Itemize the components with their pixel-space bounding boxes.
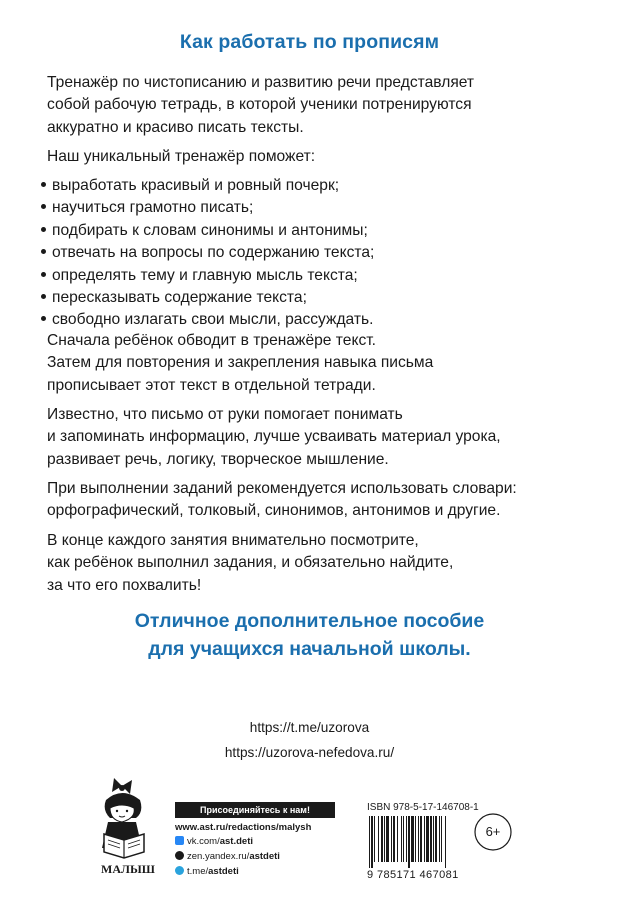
social-prefix: vk.com/ — [187, 836, 220, 847]
barcode-bar — [391, 816, 392, 862]
publisher-site-link[interactable]: www.ast.ru/redactions/malysh — [175, 822, 312, 833]
barcode-bar — [408, 816, 410, 868]
barcode-bar — [369, 816, 370, 868]
paragraph-fourth — [47, 530, 597, 597]
paragraph-line: за что его похвалить! — [47, 576, 202, 594]
social-link-zen[interactable] — [175, 851, 335, 863]
barcode-bar — [381, 816, 383, 862]
list-item-text: подбирать к словам синонимы и антонимы; — [52, 221, 368, 239]
barcode-bar — [441, 816, 442, 862]
zen-icon — [175, 851, 184, 860]
social-handle: ast.deti — [219, 836, 253, 847]
paragraph-line: Сначала ребёнок обводит в тренажёре текст. — [47, 332, 376, 349]
social-handle: astdeti — [208, 866, 239, 877]
paragraph-line: и запоминать информацию, лучше усваивать материал урока, — [47, 428, 501, 446]
list-item — [41, 242, 591, 264]
promo-line: для учащихся начальной школы. — [148, 638, 471, 660]
paragraph-line: развивает речь, логику, творческое мышление. — [47, 450, 389, 468]
join-banner: Присоединяйтесь к нам! — [175, 802, 335, 818]
paragraph-line: Известно, что письмо от руки помогает понимать — [47, 406, 403, 423]
paragraph-line: Затем для повторения и закрепления навыка письма — [47, 354, 434, 372]
bullet-icon — [41, 316, 46, 321]
paragraph-first — [47, 330, 597, 397]
list-item — [41, 287, 591, 309]
social-prefix: zen.yandex.ru/ — [187, 851, 250, 862]
barcode-image — [367, 816, 473, 868]
age-rating-text: 6+ — [485, 824, 501, 839]
age-rating-badge — [473, 812, 513, 852]
barcode-bar — [415, 816, 416, 862]
barcode-bar — [411, 816, 414, 862]
list-item-text: научиться грамотно писать; — [52, 199, 254, 217]
paragraph-line: как ребёнок выполнил задания, и обязательно найдите, — [47, 554, 454, 572]
intro-line: Тренажёр по чистописанию и развитию речи представляет — [47, 74, 475, 91]
intro-line: собой рабочую тетрадь, в которой ученики потренируются — [47, 96, 472, 114]
features-lead — [47, 146, 597, 168]
barcode-bar — [430, 816, 432, 862]
intro-paragraph — [47, 72, 597, 139]
barcode-bar — [384, 816, 385, 862]
list-item-text: пересказывать содержание текста; — [52, 289, 307, 307]
list-item-text: выработать красивый и ровный почерк; — [52, 177, 340, 194]
barcode-bar — [374, 816, 375, 862]
barcode-bar — [386, 816, 389, 862]
social-link-telegram[interactable] — [175, 866, 335, 878]
barcode-bar — [420, 816, 422, 862]
list-item — [41, 175, 591, 197]
barcode-bar — [393, 816, 395, 862]
paragraph-second — [47, 404, 597, 471]
bullet-icon — [41, 294, 46, 299]
paragraph-line: прописывает этот текст в отдельной тетради. — [47, 376, 376, 394]
publisher-logo-text: МАЛЫШ — [101, 862, 155, 876]
bullet-icon — [41, 272, 46, 277]
website-link[interactable]: https://uzorova-nefedova.ru/ — [224, 745, 395, 760]
paragraph-line: орфографический, толковый, синонимов, антонимов и другие. — [47, 502, 501, 520]
telegram-icon — [175, 866, 184, 875]
paragraph-line: В конце каждого занятия внимательно посмотрите, — [47, 532, 419, 549]
social-handle: astdeti — [249, 851, 280, 862]
barcode-bar — [378, 816, 379, 862]
barcode-bar — [426, 816, 429, 862]
bullet-icon — [41, 182, 46, 187]
bullet-icon — [41, 204, 46, 209]
barcode-bar — [401, 816, 402, 862]
list-item — [41, 220, 591, 242]
barcode-bar — [439, 816, 440, 862]
publisher-logo — [92, 778, 164, 876]
vk-icon — [175, 836, 184, 845]
features-lead-text: Наш уникальный тренажёр поможет: — [47, 148, 316, 165]
social-link-vk[interactable] — [175, 836, 335, 848]
bullet-icon — [41, 249, 46, 254]
intro-line: аккуратно и красиво писать тексты. — [47, 118, 304, 136]
features-list — [41, 175, 591, 332]
barcode-bar — [397, 816, 398, 862]
barcode-bar — [371, 816, 373, 868]
list-item — [41, 197, 591, 219]
page-title: Как работать по прописям — [179, 31, 440, 53]
barcode-bar — [403, 816, 404, 862]
promo-text — [0, 607, 619, 663]
barcode-bar — [418, 816, 419, 862]
telegram-link[interactable]: https://t.me/uzorova — [249, 720, 370, 735]
list-item-text: свободно излагать свои мысли, рассуждать. — [52, 311, 374, 329]
author-links — [0, 715, 619, 765]
barcode-bar — [433, 816, 434, 862]
barcode-digits: 9 785171 467081 — [367, 869, 459, 881]
barcode-bar — [406, 816, 407, 862]
paragraph-third — [47, 478, 597, 523]
promo-line: Отличное дополнительное пособие — [134, 610, 485, 632]
list-item — [41, 265, 591, 287]
paragraph-line: При выполнении заданий рекомендуется использовать словари: — [47, 480, 517, 497]
publisher-social-block — [175, 802, 335, 878]
bullet-icon — [41, 227, 46, 232]
barcode-bar — [424, 816, 425, 862]
barcode-bar — [435, 816, 437, 862]
list-item-text: определять тему и главную мысль текста; — [52, 266, 358, 284]
list-item — [41, 309, 591, 331]
barcode-bar — [445, 816, 446, 868]
list-item-text: отвечать на вопросы по содержанию текста; — [52, 244, 375, 262]
social-prefix: t.me/ — [187, 866, 209, 877]
isbn-text: ISBN 978-5-17-146708-1 — [367, 802, 479, 813]
barcode-block — [367, 802, 477, 881]
